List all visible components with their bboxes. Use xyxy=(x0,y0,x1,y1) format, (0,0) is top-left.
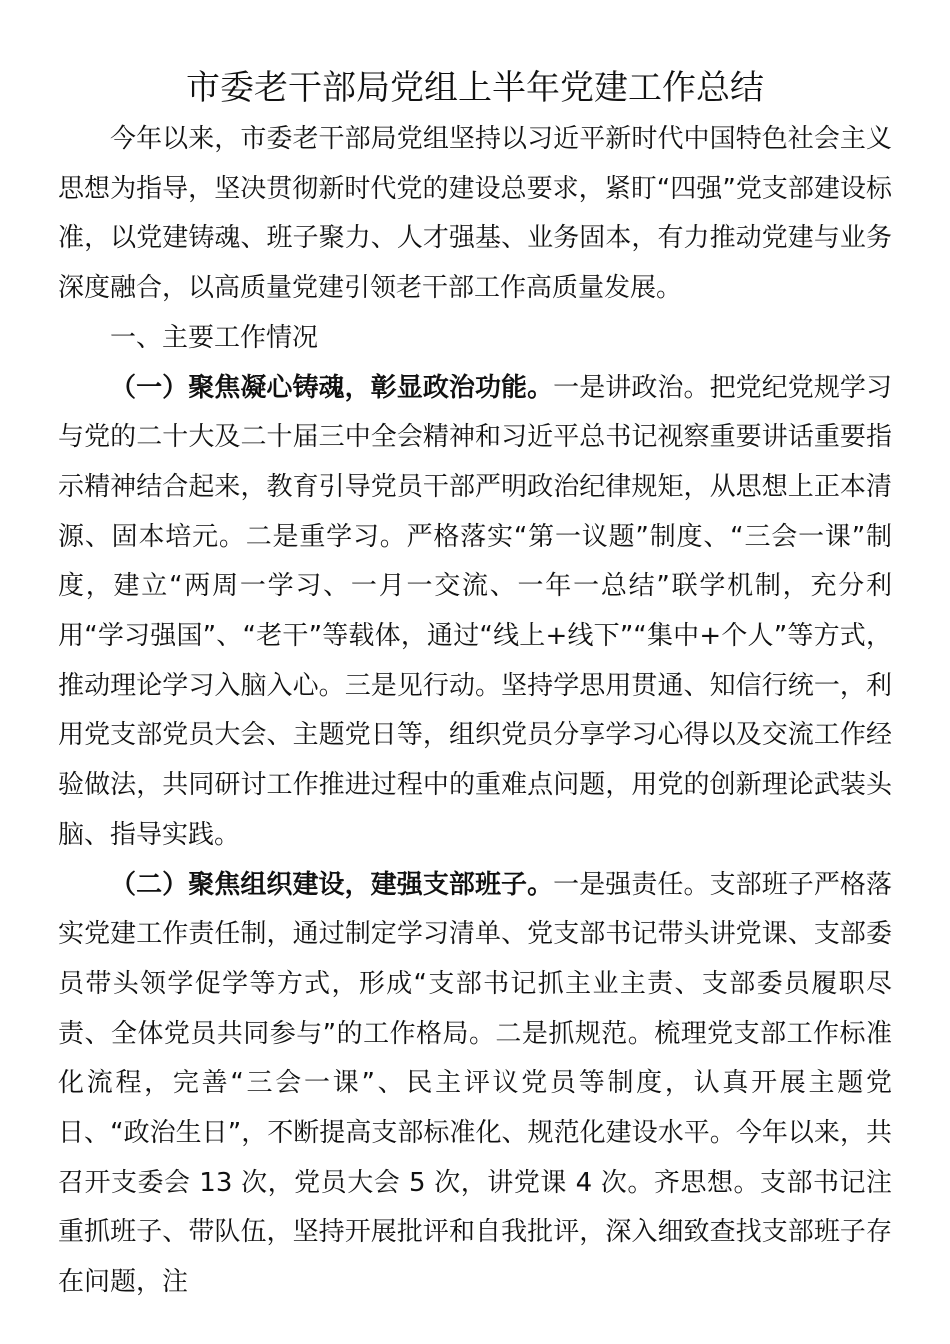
subsection-2-paragraph xyxy=(58,861,892,1308)
subsection-1-heading: （一）聚焦凝心铸魂，彰显政治功能。 xyxy=(110,372,554,403)
document-body xyxy=(58,115,892,1308)
intro-paragraph: 今年以来，市委老干部局党组坚持以习近平新时代中国特色社会主义思想为指导，坚决贯彻新时代党的建设总要求，紧盯“四强”党支部建设标准，以党建铸魂、班子聚力、人才强基、业务固本，有力推动党建与业务深度融合，以高质量党建引领老干部工作高质量发展。 xyxy=(58,124,892,304)
section-heading-main-work: 一、主要工作情况 xyxy=(110,322,319,353)
subsection-1-paragraph xyxy=(58,364,892,861)
subsection-2-text: 一是强责任。支部班子严格落实党建工作责任制，通过制定学习清单、党支部书记带头讲党课、支部委员带头领学促学等方式，形成“支部书记抓主业主责、支部委员履职尽责、全体党员共同参与”的工作格局。二是抓规范。梳理党支部工作标准化流程，完善“三会一课”、民主评议党员等制度，认真开展主题党日、“政治生日”，不断提高支部标准化、规范化建设水平。今年以来，共召开支委会 13 次，党员大会 5 次，讲党课 4 次。齐思想。支部书记注重抓班子、带队伍，坚持开展批评和自我批评，深入细致查找支部班子存在问题，注 xyxy=(58,869,892,1298)
subsection-2-heading: （二）聚焦组织建设，建强支部班子。 xyxy=(110,869,554,900)
subsection-1-text: 一是讲政治。把党纪党规学习与党的二十大及二十届三中全会精神和习近平总书记视察重要讲话重要指示精神结合起来，教育引导党员干部严明政治纪律规矩，从思想上正本清源、固本培元。二是重学习。严格落实“第一议题”制度、“三会一课”制度，建立“两周一学习、一月一交流、一年一总结”联学机制，充分利用“学习强国”、“老干”等载体，通过“线上+线下”“集中+个人”等方式，推动理论学习入脑入心。三是见行动。坚持学思用贯通、知信行统一，利用党支部党员大会、主题党日等，组织党员分享学习心得以及交流工作经验做法，共同研讨工作推进过程中的重难点问题，用党的创新理论武装头脑、指导实践。 xyxy=(58,372,892,850)
document-title: 市委老干部局党组上半年党建工作总结 xyxy=(186,68,764,108)
